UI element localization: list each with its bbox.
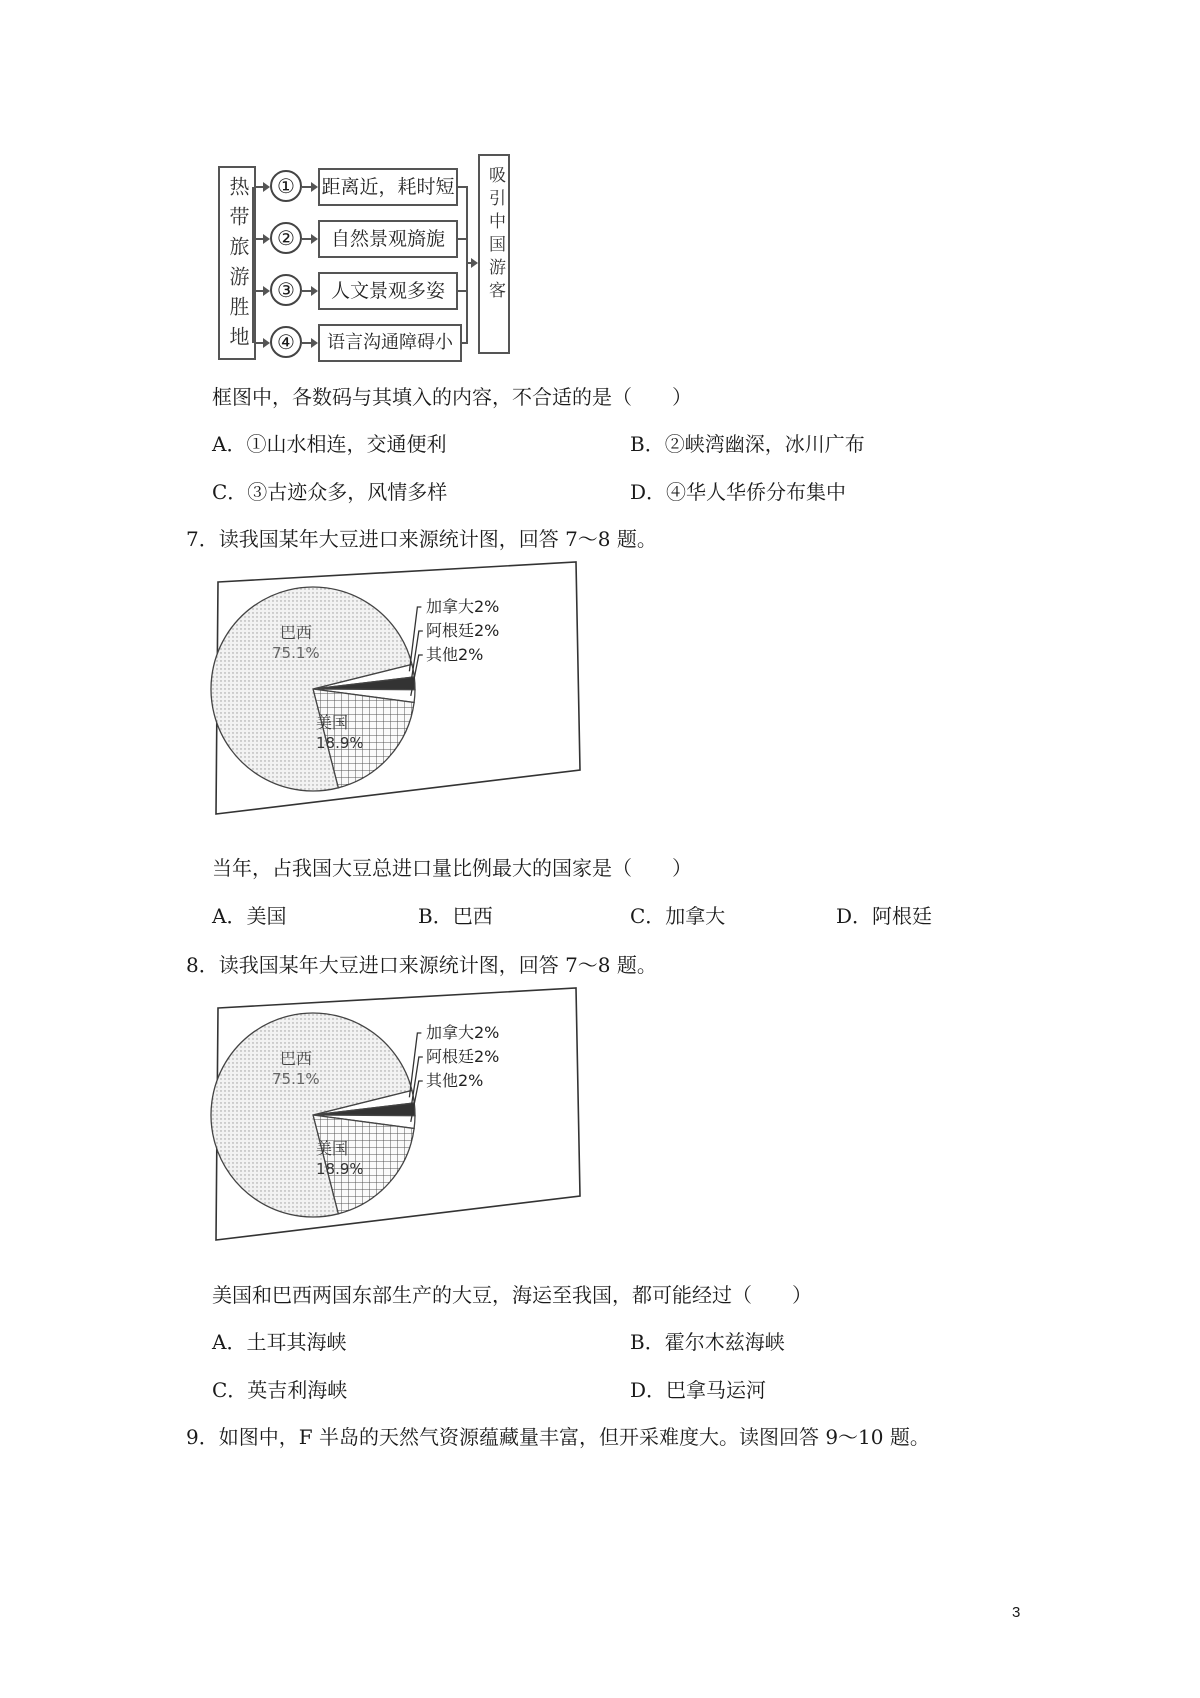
diagram-cell-1: 距离近，耗时短: [318, 168, 458, 206]
pie-chart-2: [208, 986, 588, 1266]
diagram-right-box: [478, 154, 510, 354]
label-brazil: 巴西: [280, 623, 313, 642]
value-brazil: 75.1%: [272, 1070, 320, 1088]
slice-canada-label: 加拿大2%: [426, 597, 500, 616]
q9-intro: 9．如图中，F 半岛的天然气资源蕴藏量丰富，但开采难度大。读图回答 9～10 题。: [186, 1425, 930, 1449]
diagram-cell-4: 语言沟通障碍小: [318, 324, 462, 362]
diagram-right-stub: [460, 342, 466, 344]
q6-option-a: A．①山水相连，交通便利: [212, 432, 447, 456]
q7-intro: 7．读我国某年大豆进口来源统计图，回答 7～8 题。: [186, 527, 657, 551]
q6-option-d: D．④华人华侨分布集中: [630, 480, 847, 504]
diagram-arrow: [302, 186, 316, 188]
q6-stem: 框图中，各数码与其填入的内容，不合适的是（ ）: [212, 385, 692, 409]
slice-argentina-label: 阿根廷2%: [426, 621, 500, 640]
diagram-left-label: 热带旅游胜地: [226, 176, 250, 356]
diagram-cell-2: 自然景观旖旎: [318, 220, 458, 258]
diagram-arrow: [302, 342, 316, 344]
value-usa: 18.9%: [316, 1160, 364, 1178]
diagram-number-1: ①: [270, 170, 302, 202]
diagram-number-3: ③: [270, 274, 302, 306]
diagram-right-label: 吸引中国游客: [485, 166, 505, 304]
label-usa: 美国: [316, 713, 349, 732]
pie-chart-1: [208, 560, 588, 840]
value-usa: 18.9%: [316, 734, 364, 752]
q7-option-b: B．巴西: [418, 904, 493, 928]
q8-option-b: B．霍尔木兹海峡: [630, 1330, 785, 1354]
q6-option-b: B．②峡湾幽深，冰川广布: [630, 432, 865, 456]
slice-other-label: 其他2%: [426, 1071, 484, 1090]
q8-option-d: D．巴拿马运河: [630, 1378, 767, 1402]
page-number: 3: [1012, 1604, 1021, 1621]
diagram-cell-3: 人文景观多姿: [318, 272, 458, 310]
diagram-number-4: ④: [270, 326, 302, 358]
diagram-arrow: [466, 262, 476, 264]
diagram-right-stub: [456, 238, 466, 240]
slice-canada-label: 加拿大2%: [426, 1023, 500, 1042]
diagram-arrow: [302, 290, 316, 292]
q8-intro: 8．读我国某年大豆进口来源统计图，回答 7～8 题。: [186, 953, 657, 977]
slice-other-label: 其他2%: [426, 645, 484, 664]
diagram-left-connector: [252, 187, 254, 343]
q8-option-a: A．土耳其海峡: [212, 1330, 347, 1354]
diagram-arrow: [254, 238, 268, 240]
q6-option-c: C．③古迹众多，风情多样: [212, 480, 448, 504]
q7-option-a: A．美国: [212, 904, 287, 928]
q7-option-c: C．加拿大: [630, 904, 726, 928]
q7-stem: 当年，占我国大豆总进口量比例最大的国家是（ ）: [212, 856, 692, 880]
diagram-number-2: ②: [270, 222, 302, 254]
value-brazil: 75.1%: [272, 644, 320, 662]
q8-option-c: C．英吉利海峡: [212, 1378, 348, 1402]
diagram-right-stub: [456, 186, 466, 188]
q8-stem: 美国和巴西两国东部生产的大豆，海运至我国，都可能经过（ ）: [212, 1283, 812, 1307]
diagram-left-box: [218, 166, 256, 360]
diagram-arrow: [302, 238, 316, 240]
diagram-right-connector: [466, 186, 468, 344]
diagram-arrow: [254, 290, 268, 292]
q7-option-d: D．阿根廷: [836, 904, 933, 928]
diagram-arrow: [254, 342, 268, 344]
diagram-arrow: [254, 186, 268, 188]
slice-argentina-label: 阿根廷2%: [426, 1047, 500, 1066]
label-usa: 美国: [316, 1139, 349, 1158]
label-brazil: 巴西: [280, 1049, 313, 1068]
diagram-right-stub: [456, 290, 466, 292]
